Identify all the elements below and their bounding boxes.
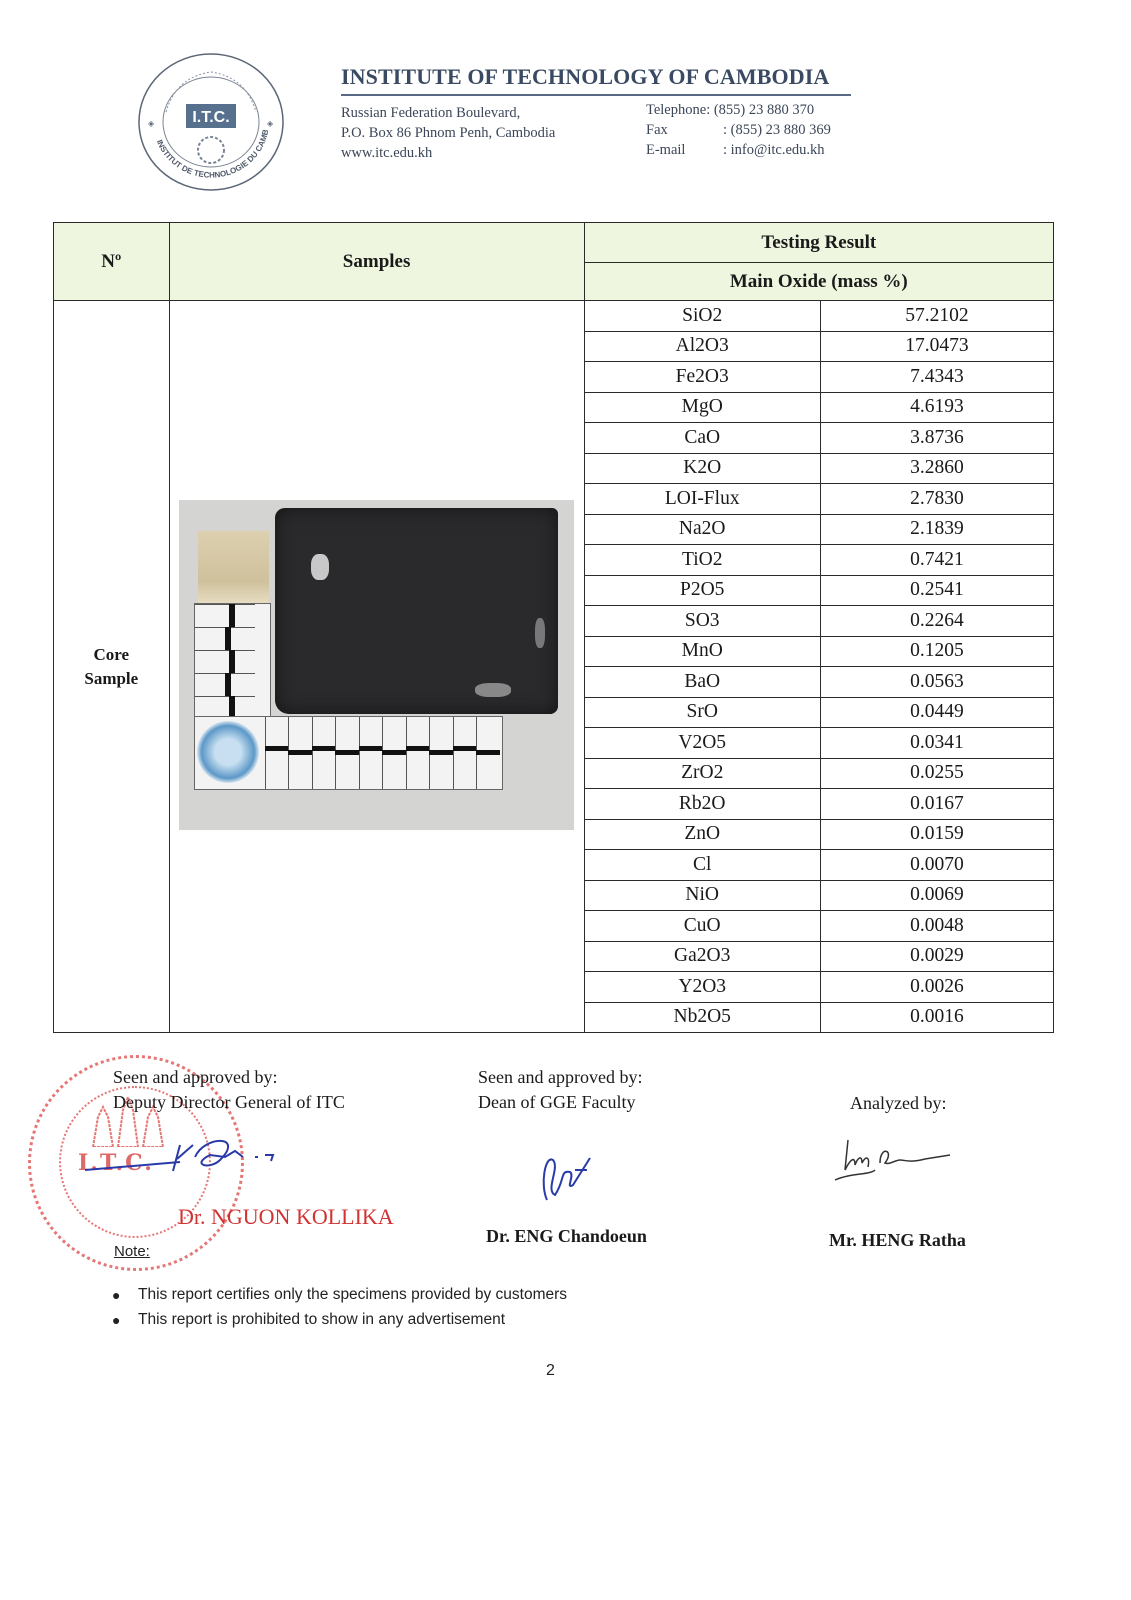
oxide-name: CaO [584, 423, 820, 454]
oxide-value: 3.8736 [820, 423, 1053, 454]
results-table [53, 222, 1054, 1033]
sample-label-line: Sample [84, 668, 139, 688]
sample-label-line: Core [93, 644, 130, 664]
sig-title: Deputy Director General of ITC [113, 1092, 345, 1112]
ruler-bar [229, 604, 235, 627]
note-label: Note: [114, 1243, 150, 1260]
oxide-name: MgO [584, 392, 820, 423]
ruler-bar [406, 746, 430, 751]
ruler-segment [265, 717, 290, 789]
page-number: 2 [546, 1362, 555, 1379]
signature-ratha-icon [830, 1135, 970, 1190]
sig-title: Dean of GGE Faculty [478, 1092, 636, 1112]
oxide-value: 0.0070 [820, 850, 1053, 881]
ruler-bar [453, 746, 477, 751]
contact-value: : (855) 23 880 370 [706, 102, 815, 118]
oxide-value: 0.0167 [820, 789, 1053, 820]
header-no: Nº [54, 223, 170, 301]
header-testing-result: Testing Result [584, 223, 1053, 263]
title-rule [341, 94, 851, 96]
note-list [112, 1282, 567, 1332]
signature-block-deputy [113, 1065, 345, 1115]
svg-text:◈: ◈ [148, 119, 155, 128]
ruler-bar [359, 746, 383, 751]
signature-kollika-icon [85, 1135, 325, 1180]
address-line: Russian Federation Boulevard, [341, 105, 521, 121]
contact-fax [646, 120, 831, 140]
oxide-value: 0.2541 [820, 575, 1053, 606]
website-link[interactable]: www.itc.edu.kh [341, 145, 433, 161]
address-block [341, 103, 555, 163]
svg-text:INSTITUT DE TECHNOLOGIE DU CAM: INSTITUT DE TECHNOLOGIE DU CAMB [154, 128, 271, 180]
oxide-value: 0.0563 [820, 667, 1053, 698]
oxide-name: CuO [584, 911, 820, 942]
oxide-name: SiO2 [584, 301, 820, 332]
ruler-segment [453, 717, 478, 789]
sample-number-cell [54, 301, 170, 1033]
oxide-name: ZnO [584, 819, 820, 850]
ruler-segment [359, 717, 384, 789]
oxide-name: V2O5 [584, 728, 820, 759]
oxide-value: 0.0016 [820, 1002, 1053, 1033]
email-link[interactable]: : info@itc.edu.kh [723, 142, 825, 158]
rock-core-specimen [275, 508, 558, 714]
contact-telephone [646, 100, 831, 120]
contact-label: E-mail [646, 142, 686, 158]
signer-name-chandoeun: Dr. ENG Chandoeun [486, 1226, 647, 1246]
oxide-value: 2.7830 [820, 484, 1053, 515]
oxide-name: Al2O3 [584, 331, 820, 362]
oxide-name: BaO [584, 667, 820, 698]
ruler-segment [406, 717, 431, 789]
bullet-icon: ● [112, 1286, 121, 1303]
oxide-name: K2O [584, 453, 820, 484]
signature-block-dean [478, 1065, 642, 1115]
ruler-bar [476, 750, 500, 755]
bullet-icon: ● [112, 1311, 121, 1328]
oxide-value: 0.0026 [820, 972, 1053, 1003]
institution-title: INSTITUTE OF TECHNOLOGY OF CAMBODIA [341, 64, 830, 89]
oxide-name: SO3 [584, 606, 820, 637]
oxide-value: 17.0473 [820, 331, 1053, 362]
ruler-bar [288, 750, 312, 755]
header-main-oxide: Main Oxide (mass %) [584, 263, 1053, 301]
oxide-name: Fe2O3 [584, 362, 820, 393]
oxide-value: 0.0341 [820, 728, 1053, 759]
oxide-value: 7.4343 [820, 362, 1053, 393]
ruler-bar [225, 673, 231, 696]
contact-label: Telephone [646, 102, 707, 118]
signer-name-kollika: Dr. NGUON KOLLIKA [178, 1204, 394, 1229]
oxide-name: Y2O3 [584, 972, 820, 1003]
sample-image-cell [169, 301, 584, 1033]
color-reference-card [198, 531, 269, 603]
sig-caption: Seen and approved by: [113, 1067, 278, 1087]
ruler-segment [195, 650, 255, 674]
oxide-value: 0.0255 [820, 758, 1053, 789]
oxide-name: TiO2 [584, 545, 820, 576]
contact-email [646, 140, 831, 160]
stamp-text: I.T.C. [78, 1150, 154, 1176]
note-text: This report certifies only the specimens provided by customers [138, 1285, 568, 1303]
svg-text:I.T.C.: I.T.C. [192, 109, 230, 126]
ruler-bar [312, 746, 336, 751]
oxide-name: Na2O [584, 514, 820, 545]
oxide-name: SrO [584, 697, 820, 728]
oxide-name: Ga2O3 [584, 941, 820, 972]
oxide-name: NiO [584, 880, 820, 911]
sig-caption: Seen and approved by: [478, 1067, 643, 1087]
ruler-bar [429, 750, 453, 755]
oxide-value: 0.0159 [820, 819, 1053, 850]
oxide-value: 0.0069 [820, 880, 1053, 911]
ruler-bar [225, 627, 231, 650]
address-line: P.O. Box 86 Phnom Penh, Cambodia [341, 125, 556, 141]
oxide-name: MnO [584, 636, 820, 667]
vertical-scale-ruler [194, 603, 271, 720]
ruler-bar [265, 746, 289, 751]
ruler-bar [382, 750, 406, 755]
oxide-name: Cl [584, 850, 820, 881]
oxide-value: 0.0029 [820, 941, 1053, 972]
ruler-segment [312, 717, 337, 789]
sig-caption: Analyzed by: [850, 1093, 947, 1113]
ruler-segment [195, 604, 255, 628]
oxide-value: 4.6193 [820, 392, 1053, 423]
signature-chandoeun-icon [535, 1150, 595, 1205]
contact-label: Fax [646, 122, 668, 138]
header-samples: Samples [169, 223, 584, 301]
oxide-value: 0.7421 [820, 545, 1053, 576]
signature-block-analyst [850, 1091, 946, 1116]
oxide-name: P2O5 [584, 575, 820, 606]
note-text: This report is prohibited to show in any advertisement [138, 1310, 506, 1328]
oxide-value: 0.0048 [820, 911, 1053, 942]
ruler-bar [335, 750, 359, 755]
oxide-name: LOI-Flux [584, 484, 820, 515]
oxide-value: 3.2860 [820, 453, 1053, 484]
oxide-value: 0.1205 [820, 636, 1053, 667]
contact-block [646, 100, 831, 160]
oxide-value: 2.1839 [820, 514, 1053, 545]
oxide-value: 0.2264 [820, 606, 1053, 637]
core-sample-photo [179, 500, 574, 830]
signer-name-ratha: Mr. HENG Ratha [829, 1230, 966, 1250]
contact-value: : (855) 23 880 369 [723, 122, 831, 138]
oxide-value: 57.2102 [820, 301, 1053, 332]
oxide-name: Nb2O5 [584, 1002, 820, 1033]
oxide-name: Rb2O [584, 789, 820, 820]
ruler-bar [229, 650, 235, 673]
oxide-value: 0.0449 [820, 697, 1053, 728]
horizontal-scale-ruler [194, 716, 503, 790]
note-item [112, 1307, 567, 1332]
itc-seal-logo [136, 52, 286, 192]
table-row [54, 301, 1054, 332]
note-item [112, 1282, 567, 1307]
oxide-name: ZrO2 [584, 758, 820, 789]
svg-text:◈: ◈ [267, 119, 274, 128]
itc-seal-icon [197, 721, 259, 783]
